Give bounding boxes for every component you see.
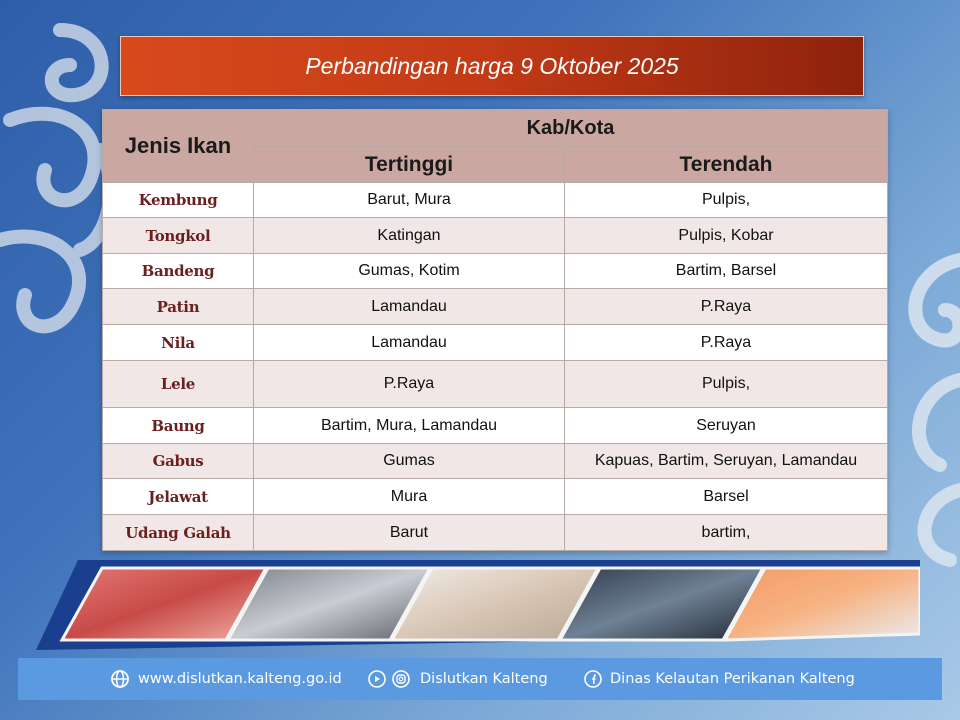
fish-name: Nila [103, 325, 254, 361]
table-row [103, 361, 888, 408]
fish-name: Patin [103, 289, 254, 325]
footer-social[interactable] [368, 658, 548, 700]
highest-region: Lamandau [254, 325, 565, 361]
instagram-icon [392, 670, 410, 688]
fish-name: Kembung [103, 183, 254, 218]
fish-name: Baung [103, 408, 254, 444]
fish-name: Gabus [103, 444, 254, 479]
lowest-region: Pulpis, [565, 183, 888, 218]
footer-bar [18, 658, 942, 700]
highest-region: Barut [254, 515, 565, 551]
page-title: Perbandingan harga 9 Oktober 2025 [305, 52, 679, 79]
header-terendah: Terendah [565, 147, 888, 183]
highest-region: Lamandau [254, 289, 565, 325]
fish-name: Tongkol [103, 218, 254, 254]
fish-name: Jelawat [103, 479, 254, 515]
lowest-region: Seruyan [565, 408, 888, 444]
table-row [103, 183, 888, 218]
globe-icon [110, 669, 130, 689]
lowest-region: Kapuas, Bartim, Seruyan, Lamandau [565, 444, 888, 479]
fish-name: Lele [103, 361, 254, 408]
highest-region: Katingan [254, 218, 565, 254]
lowest-region: Bartim, Barsel [565, 254, 888, 289]
title-banner [120, 36, 864, 96]
table-row [103, 408, 888, 444]
website-url: www.dislutkan.kalteng.go.id [138, 671, 342, 687]
highest-region: Bartim, Mura, Lamandau [254, 408, 565, 444]
fish-name: Udang Galah [103, 515, 254, 551]
lowest-region: Pulpis, Kobar [565, 218, 888, 254]
table-row [103, 444, 888, 479]
highest-region: Gumas [254, 444, 565, 479]
highest-region: Barut, Mura [254, 183, 565, 218]
table-row [103, 254, 888, 289]
footer-facebook[interactable] [584, 658, 855, 700]
footer-website[interactable] [110, 658, 342, 700]
lowest-region: P.Raya [565, 325, 888, 361]
table-row [103, 479, 888, 515]
header-kab-kota: Kab/Kota [254, 110, 888, 147]
fish-name: Bandeng [103, 254, 254, 289]
header-jenis-ikan: Jenis Ikan [103, 110, 254, 183]
highest-region: Mura [254, 479, 565, 515]
table-row [103, 515, 888, 551]
youtube-icon [368, 670, 386, 688]
price-comparison-table [102, 109, 888, 551]
facebook-page: Dinas Kelautan Perikanan Kalteng [610, 671, 855, 687]
social-handle: Dislutkan Kalteng [420, 671, 548, 687]
lowest-region: Barsel [565, 479, 888, 515]
highest-region: P.Raya [254, 361, 565, 408]
highest-region: Gumas, Kotim [254, 254, 565, 289]
lowest-region: bartim, [565, 515, 888, 551]
header-tertinggi: Tertinggi [254, 147, 565, 183]
lowest-region: Pulpis, [565, 361, 888, 408]
dayak-ornament-right [880, 230, 960, 570]
lowest-region: P.Raya [565, 289, 888, 325]
table-row [103, 218, 888, 254]
table-row [103, 289, 888, 325]
table-row [103, 325, 888, 361]
facebook-icon [584, 670, 602, 688]
fish-photo-strip [18, 560, 920, 650]
